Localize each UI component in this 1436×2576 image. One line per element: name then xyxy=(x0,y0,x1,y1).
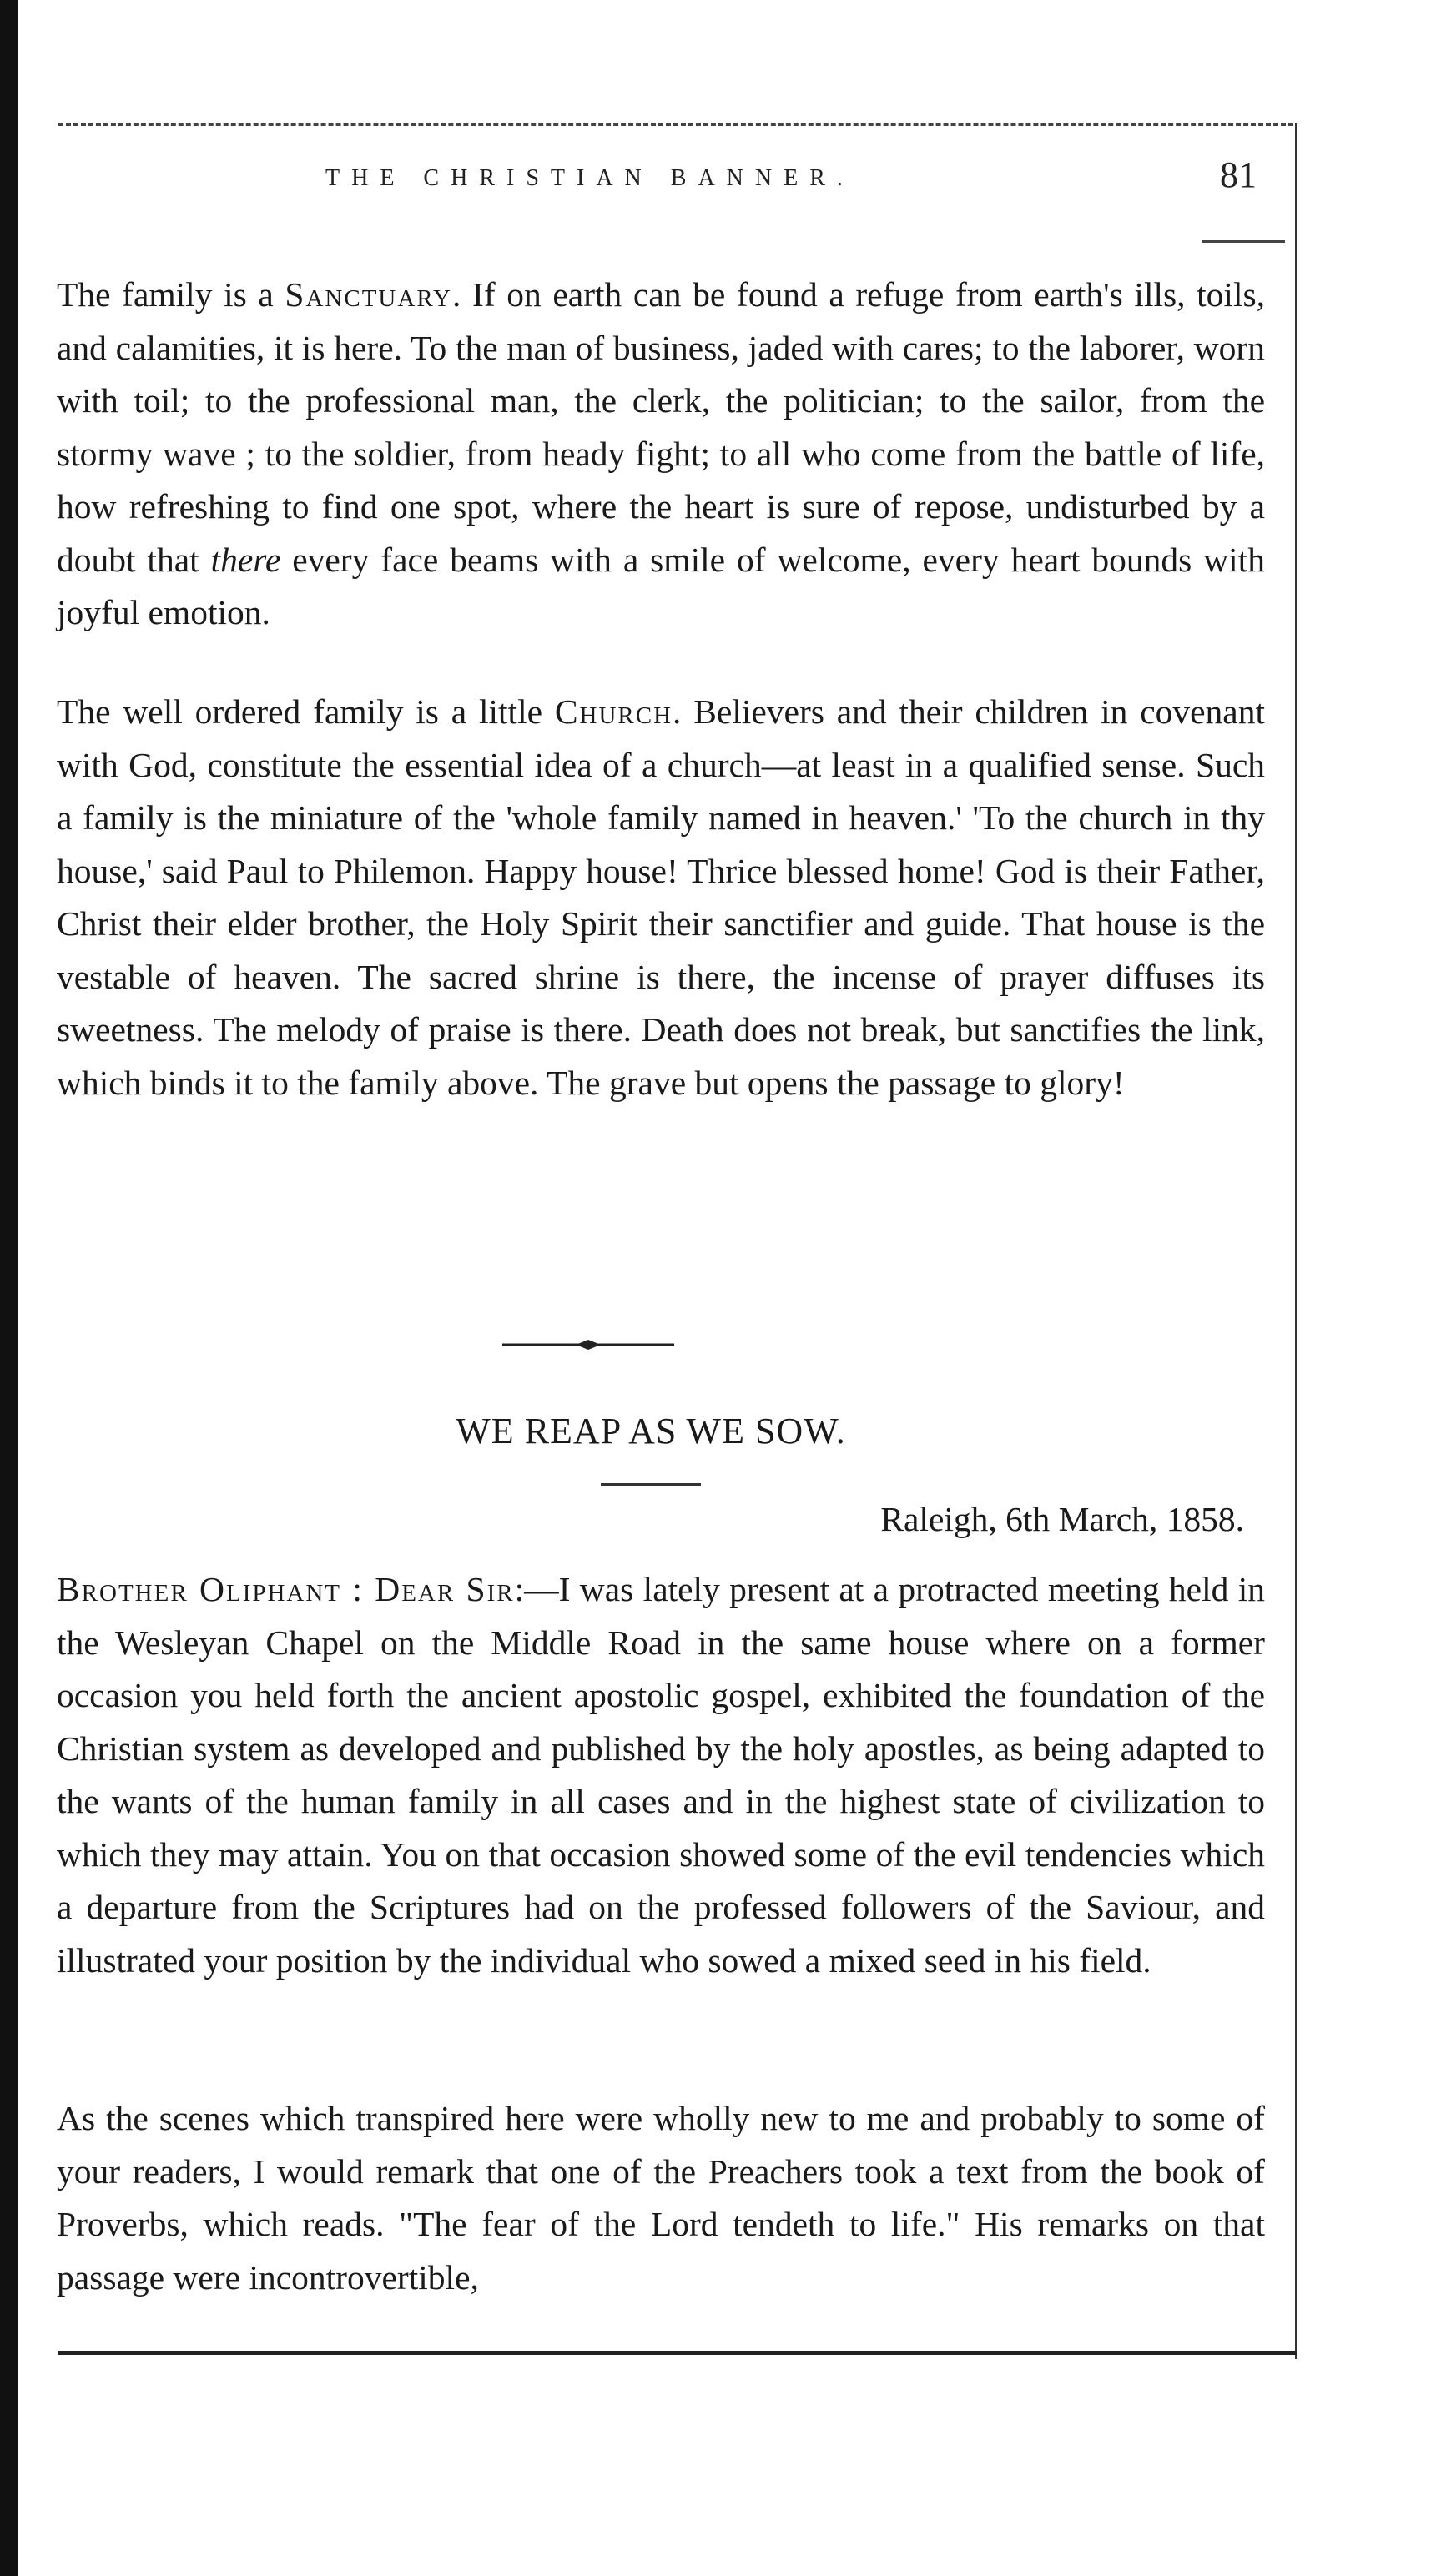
paragraph-sanctuary xyxy=(57,269,1265,640)
top-border-rule xyxy=(58,123,1293,126)
salutation: Brother Oliphant : Dear Sir xyxy=(57,1570,515,1608)
para1-text-b: . If on earth can be found a refuge from earth's ills, toils, and calamities, it is here. To the man of business, jaded with cares; to the laborer, worn with toil; to the professional man, the clerk, the politician; to the sailor, from the stormy wave ; to the soldier, from heady fight; to all who come from the battle of life, how refreshing to find one spot, where the heart is sure of repose, undisturbed by a doubt that xyxy=(57,275,1265,579)
bottom-border-rule xyxy=(58,2351,1297,2355)
running-title: THE CHRISTIAN BANNER. xyxy=(325,165,854,191)
article-title: WE REAP AS WE SOW. xyxy=(456,1411,846,1452)
para2-church: Church xyxy=(554,692,673,731)
para2-text-b: . Believers and their children in covenant with God, constitute the essential idea of a church—at least in a qualified sense. Such a family is the miniature of the 'whole family named in heaven.' 'To the church in thy house,' said Paul to Philemon. Happy house! Thrice blessed home! God is their Father, Christ their elder brother, the Holy Spirit their sanctifier and guide. That house is the vestable of heaven. The sacred shrine is there, the incense of prayer diffuses its sweetness. The melody of praise is there. Death does not break, but sanctifies the link, which binds it to the family above. The grave but opens the passage to glory! xyxy=(57,692,1265,1102)
header-rule xyxy=(1202,240,1285,243)
para4-text: As the scenes which transpired here were wholly new to me and probably to some of your readers, I would remark that one of the Preachers took a text from the book of Proverbs, which reads. "The fear of the Lord tendeth to life." His remarks on that passage were incontrovertible, xyxy=(57,2099,1265,2297)
para2-text-a: The well ordered family is a little xyxy=(57,692,555,731)
para1-text-a: The family is a xyxy=(57,275,285,314)
paragraph-letter-opening xyxy=(57,1563,1265,1987)
para1-sanctuary: Sanctuary xyxy=(285,275,453,314)
section-divider-ornament xyxy=(502,1339,674,1351)
right-border-rule xyxy=(1295,123,1297,2359)
page-edge-shadow xyxy=(0,0,18,2576)
paragraph-scenes xyxy=(57,2092,1265,2304)
page-number: 81 xyxy=(1220,154,1257,195)
dateline: Raleigh, 6th March, 1858. xyxy=(880,1500,1244,1538)
paragraph-church xyxy=(57,686,1265,1109)
para1-text-c: every face beams with a smile of welcome, every heart bounds with joyful emotion. xyxy=(57,540,1265,631)
para3-text: :—I was lately present at a protracted meeting held in the Wesleyan Chapel on the Middle Road in the same house where on a former occasion you held forth the ancient apostolic gospel, exhibited the foundation of the Christian system as developed and published by the holy apostles, as being adapted to the wants of the human family in all cases and in the highest state of civilization to which they may attain. You on that occasion showed some of the evil tendencies which a departure from the Scriptures had on the professed followers of the Saviour, and illustrated your position by the individual who sowed a mixed seed in his field. xyxy=(57,1570,1265,1980)
para1-there: there xyxy=(210,540,281,579)
title-rule xyxy=(601,1483,701,1486)
